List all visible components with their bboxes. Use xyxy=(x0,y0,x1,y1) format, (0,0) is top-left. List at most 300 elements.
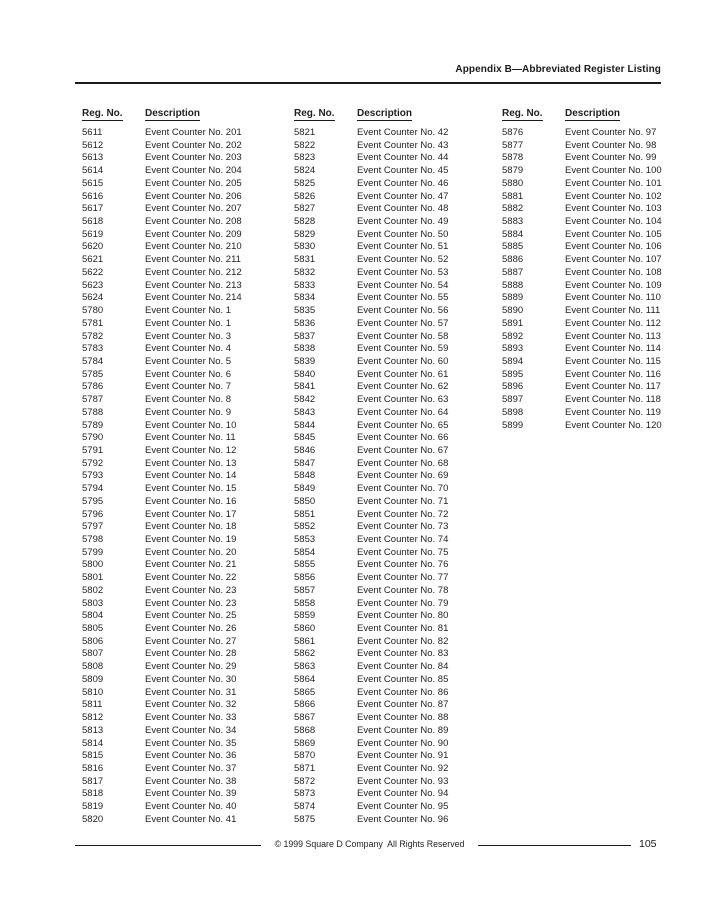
reg-no-cell: 5787 xyxy=(82,394,104,406)
table-row xyxy=(294,725,448,738)
table-row xyxy=(82,699,242,712)
reg-no-cell: 5899 xyxy=(502,419,524,431)
copyright-text: © 1999 Square D Company All Rights Reserved xyxy=(274,839,465,849)
description-cell: Event Counter No. 48 xyxy=(357,203,449,215)
description-cell: Event Counter No. 70 xyxy=(357,483,449,495)
reg-no-cell: 5805 xyxy=(82,623,104,635)
table-row xyxy=(294,140,448,153)
description-cell: Event Counter No. 20 xyxy=(145,546,237,558)
reg-no-cell: 5616 xyxy=(82,190,104,202)
description-cell: Event Counter No. 61 xyxy=(357,368,449,380)
reg-no-cell: 5621 xyxy=(82,254,104,266)
reg-no-cell: 5890 xyxy=(502,305,524,317)
table-row xyxy=(502,165,662,178)
table-row xyxy=(502,152,662,165)
reg-no-cell: 5828 xyxy=(294,216,316,228)
reg-no-cell: 5895 xyxy=(502,368,524,380)
reg-no-cell: 5864 xyxy=(294,673,316,685)
table-row xyxy=(82,661,242,674)
reg-no-cell: 5814 xyxy=(82,737,104,749)
description-cell: Event Counter No. 1 xyxy=(145,305,232,317)
table-row xyxy=(294,750,448,763)
description-cell: Event Counter No. 57 xyxy=(357,317,449,329)
description-cell: Event Counter No. 102 xyxy=(565,190,662,202)
description-column-header: Description xyxy=(565,108,621,119)
description-cell: Event Counter No. 62 xyxy=(357,381,449,393)
table-row xyxy=(502,305,662,318)
reg-no-cell: 5840 xyxy=(294,368,316,380)
description-cell: Event Counter No. 80 xyxy=(357,610,449,622)
reg-no-cell: 5827 xyxy=(294,203,316,215)
table-row xyxy=(82,636,242,649)
column-header-row xyxy=(502,108,701,127)
reg-no-cell: 5810 xyxy=(82,686,104,698)
description-cell: Event Counter No. 64 xyxy=(357,406,449,418)
reg-no-cell: 5803 xyxy=(82,597,104,609)
description-cell: Event Counter No. 78 xyxy=(357,584,449,596)
description-cell: Event Counter No. 33 xyxy=(145,712,237,724)
description-cell: Event Counter No. 112 xyxy=(565,317,661,329)
table-row xyxy=(502,420,662,433)
footer-rule-right xyxy=(478,845,631,846)
table-row xyxy=(294,483,448,496)
reg-no-cell: 5815 xyxy=(82,750,104,762)
reg-no-cell: 5839 xyxy=(294,355,316,367)
reg-no-cell: 5851 xyxy=(294,508,316,520)
table-row xyxy=(294,547,448,560)
description-cell: Event Counter No. 96 xyxy=(357,813,449,825)
table-row xyxy=(294,712,448,725)
table-row xyxy=(502,331,662,344)
description-cell: Event Counter No. 38 xyxy=(145,775,237,787)
table-row xyxy=(82,407,242,420)
table-row xyxy=(294,191,448,204)
table-row xyxy=(82,788,242,801)
reg-no-cell: 5624 xyxy=(82,292,104,304)
description-cell: Event Counter No. 91 xyxy=(357,750,449,762)
description-cell: Event Counter No. 40 xyxy=(145,801,237,813)
table-row xyxy=(294,356,448,369)
table-row xyxy=(294,788,448,801)
reg-no-cell: 5869 xyxy=(294,737,316,749)
register-rows xyxy=(82,127,242,827)
reg-no-cell: 5897 xyxy=(502,394,524,406)
description-cell: Event Counter No. 111 xyxy=(565,305,661,317)
description-cell: Event Counter No. 120 xyxy=(565,419,662,431)
table-row xyxy=(294,763,448,776)
description-cell: Event Counter No. 21 xyxy=(145,559,237,571)
reg-no-cell: 5781 xyxy=(82,317,104,329)
reg-no-cell: 5786 xyxy=(82,381,104,393)
description-cell: Event Counter No. 208 xyxy=(145,216,242,228)
reg-no-cell: 5880 xyxy=(502,177,524,189)
description-cell: Event Counter No. 79 xyxy=(357,597,449,609)
reg-no-cell: 5882 xyxy=(502,203,524,215)
table-row xyxy=(82,356,242,369)
description-cell: Event Counter No. 13 xyxy=(145,457,237,469)
description-cell: Event Counter No. 213 xyxy=(145,279,242,291)
reg-no-cell: 5859 xyxy=(294,610,316,622)
description-cell: Event Counter No. 107 xyxy=(565,254,662,266)
table-row xyxy=(294,687,448,700)
description-cell: Event Counter No. 92 xyxy=(357,762,449,774)
reg-no-cell: 5794 xyxy=(82,483,104,495)
table-row xyxy=(82,445,242,458)
column-header-row xyxy=(82,108,288,127)
table-row xyxy=(294,331,448,344)
reg-no-cell: 5618 xyxy=(82,216,104,228)
reg-no-cell: 5861 xyxy=(294,635,316,647)
description-cell: Event Counter No. 58 xyxy=(357,330,449,342)
table-row xyxy=(294,636,448,649)
description-cell: Event Counter No. 93 xyxy=(357,775,449,787)
table-row xyxy=(294,559,448,572)
reg-no-cell: 5808 xyxy=(82,661,104,673)
table-row xyxy=(82,725,242,738)
table-row xyxy=(294,305,448,318)
reg-no-cell: 5838 xyxy=(294,343,316,355)
reg-no-cell: 5891 xyxy=(502,317,524,329)
reg-no-cell: 5620 xyxy=(82,241,104,253)
table-row xyxy=(82,509,242,522)
reg-no-cell: 5881 xyxy=(502,190,524,202)
reg-no-cell: 5780 xyxy=(82,305,104,317)
table-row xyxy=(82,305,242,318)
reg-no-cell: 5611 xyxy=(82,127,103,138)
table-row xyxy=(294,280,448,293)
reg-no-cell: 5790 xyxy=(82,432,104,444)
table-row xyxy=(82,470,242,483)
reg-no-cell: 5893 xyxy=(502,343,524,355)
description-cell: Event Counter No. 29 xyxy=(145,661,237,673)
table-row xyxy=(82,280,242,293)
description-cell: Event Counter No. 101 xyxy=(565,177,662,189)
reg-no-cell: 5832 xyxy=(294,266,316,278)
table-row xyxy=(502,356,662,369)
reg-no-cell: 5898 xyxy=(502,406,524,418)
reg-no-cell: 5849 xyxy=(294,483,316,495)
reg-no-cell: 5785 xyxy=(82,368,104,380)
table-row xyxy=(82,521,242,534)
table-row xyxy=(502,229,662,242)
column-header-row xyxy=(294,108,500,127)
reg-no-cell: 5801 xyxy=(82,572,104,584)
table-row xyxy=(82,559,242,572)
description-cell: Event Counter No. 71 xyxy=(357,495,449,507)
reg-no-cell: 5806 xyxy=(82,635,104,647)
description-cell: Event Counter No. 14 xyxy=(145,470,237,482)
description-cell: Event Counter No. 22 xyxy=(145,572,237,584)
table-row xyxy=(294,801,448,814)
table-row xyxy=(82,483,242,496)
description-cell: Event Counter No. 100 xyxy=(565,165,662,177)
description-cell: Event Counter No. 41 xyxy=(145,813,237,825)
reg-no-cell: 5821 xyxy=(294,127,316,138)
description-cell: Event Counter No. 39 xyxy=(145,788,237,800)
reg-no-cell: 5855 xyxy=(294,559,316,571)
table-row xyxy=(82,814,242,827)
reg-no-cell: 5623 xyxy=(82,279,104,291)
reg-no-cell: 5860 xyxy=(294,623,316,635)
table-row xyxy=(82,623,242,636)
description-cell: Event Counter No. 99 xyxy=(565,152,657,164)
reg-no-cell: 5791 xyxy=(82,444,104,456)
reg-no-cell: 5888 xyxy=(502,279,524,291)
table-row xyxy=(294,445,448,458)
table-row xyxy=(82,203,242,216)
description-cell: Event Counter No. 53 xyxy=(357,266,449,278)
reg-no-cell: 5865 xyxy=(294,686,316,698)
description-cell: Event Counter No. 211 xyxy=(145,254,241,266)
register-column-1 xyxy=(82,108,288,825)
reg-no-cell: 5617 xyxy=(82,203,104,215)
reg-no-cell: 5875 xyxy=(294,813,316,825)
table-row xyxy=(82,572,242,585)
reg-no-cell: 5826 xyxy=(294,190,316,202)
description-cell: Event Counter No. 76 xyxy=(357,559,449,571)
reg-no-cell: 5614 xyxy=(82,165,104,177)
table-row xyxy=(294,343,448,356)
description-cell: Event Counter No. 116 xyxy=(565,368,661,380)
description-cell: Event Counter No. 10 xyxy=(145,419,237,431)
table-row xyxy=(294,318,448,331)
reg-no-cell: 5813 xyxy=(82,724,104,736)
description-cell: Event Counter No. 74 xyxy=(357,534,449,545)
register-rows xyxy=(502,127,662,432)
reg-no-cell: 5792 xyxy=(82,457,104,469)
table-row xyxy=(294,369,448,382)
reg-no-cell: 5870 xyxy=(294,750,316,762)
description-cell: Event Counter No. 1 xyxy=(145,317,232,329)
description-cell: Event Counter No. 89 xyxy=(357,724,449,736)
table-row xyxy=(294,178,448,191)
description-cell: Event Counter No. 95 xyxy=(357,801,449,813)
description-cell: Event Counter No. 23 xyxy=(145,597,237,609)
description-cell: Event Counter No. 11 xyxy=(145,432,236,444)
table-row xyxy=(82,776,242,789)
reg-no-cell: 5818 xyxy=(82,788,104,800)
reg-no-cell: 5796 xyxy=(82,508,104,520)
table-row xyxy=(82,648,242,661)
description-cell: Event Counter No. 69 xyxy=(357,470,449,482)
table-row xyxy=(294,610,448,623)
table-row xyxy=(502,191,662,204)
reg-no-cell: 5824 xyxy=(294,165,316,177)
reg-no-cell: 5809 xyxy=(82,673,104,685)
description-cell: Event Counter No. 23 xyxy=(145,584,237,596)
description-cell: Event Counter No. 75 xyxy=(357,546,449,558)
description-cell: Event Counter No. 118 xyxy=(565,394,661,406)
description-cell: Event Counter No. 206 xyxy=(145,190,242,202)
table-row xyxy=(82,750,242,763)
table-row xyxy=(82,534,242,547)
table-row xyxy=(294,738,448,751)
reg-no-cell: 5843 xyxy=(294,406,316,418)
reg-no-cell: 5889 xyxy=(502,292,524,304)
reg-no-cell: 5612 xyxy=(82,139,104,151)
description-cell: Event Counter No. 212 xyxy=(145,266,242,278)
description-cell: Event Counter No. 6 xyxy=(145,368,232,380)
reg-no-cell: 5797 xyxy=(82,521,104,533)
description-cell: Event Counter No. 97 xyxy=(565,127,657,138)
description-cell: Event Counter No. 15 xyxy=(145,483,237,495)
reg-no-cell: 5804 xyxy=(82,610,104,622)
reg-no-cell: 5858 xyxy=(294,597,316,609)
table-row xyxy=(82,381,242,394)
reg-no-cell: 5823 xyxy=(294,152,316,164)
description-cell: Event Counter No. 83 xyxy=(357,648,449,660)
reg-no-cell: 5837 xyxy=(294,330,316,342)
table-row xyxy=(294,432,448,445)
description-cell: Event Counter No. 46 xyxy=(357,177,449,189)
description-cell: Event Counter No. 7 xyxy=(145,381,232,393)
description-cell: Event Counter No. 214 xyxy=(145,292,242,304)
table-row xyxy=(82,127,242,140)
table-row xyxy=(294,661,448,674)
description-cell: Event Counter No. 25 xyxy=(145,610,237,622)
reg-no-cell: 5896 xyxy=(502,381,524,393)
description-cell: Event Counter No. 37 xyxy=(145,762,237,774)
reg-no-cell: 5836 xyxy=(294,317,316,329)
description-cell: Event Counter No. 72 xyxy=(357,508,449,520)
reg-no-cell: 5789 xyxy=(82,419,104,431)
reg-no-cell: 5783 xyxy=(82,343,104,355)
description-cell: Event Counter No. 27 xyxy=(145,635,237,647)
reg-no-cell: 5784 xyxy=(82,355,104,367)
reg-no-cell: 5871 xyxy=(294,762,316,774)
description-cell: Event Counter No. 56 xyxy=(357,305,449,317)
description-cell: Event Counter No. 12 xyxy=(145,444,237,456)
table-row xyxy=(294,420,448,433)
reg-no-cell: 5798 xyxy=(82,534,104,545)
description-cell: Event Counter No. 66 xyxy=(357,432,449,444)
reg-no-cell: 5800 xyxy=(82,559,104,571)
reg-no-cell: 5857 xyxy=(294,584,316,596)
description-cell: Event Counter No. 210 xyxy=(145,241,242,253)
description-cell: Event Counter No. 8 xyxy=(145,394,232,406)
reg-no-cell: 5884 xyxy=(502,228,524,240)
table-row xyxy=(294,776,448,789)
table-row xyxy=(294,458,448,471)
reg-no-cell: 5886 xyxy=(502,254,524,266)
table-row xyxy=(294,509,448,522)
table-row xyxy=(294,216,448,229)
table-row xyxy=(502,203,662,216)
table-row xyxy=(502,369,662,382)
table-row xyxy=(82,547,242,560)
description-cell: Event Counter No. 67 xyxy=(357,444,449,456)
description-cell: Event Counter No. 34 xyxy=(145,724,237,736)
reg-no-cell: 5825 xyxy=(294,177,316,189)
reg-no-cell: 5622 xyxy=(82,266,104,278)
table-row xyxy=(82,801,242,814)
table-row xyxy=(502,407,662,420)
reg-no-cell: 5874 xyxy=(294,801,316,813)
table-row xyxy=(502,343,662,356)
register-rows xyxy=(294,127,448,827)
table-row xyxy=(502,254,662,267)
table-row xyxy=(82,420,242,433)
table-row xyxy=(502,178,662,191)
table-row xyxy=(294,598,448,611)
table-row xyxy=(82,331,242,344)
table-row xyxy=(82,343,242,356)
description-cell: Event Counter No. 28 xyxy=(145,648,237,660)
reg-no-cell: 5853 xyxy=(294,534,316,545)
table-row xyxy=(82,674,242,687)
table-row xyxy=(502,241,662,254)
reg-no-cell: 5841 xyxy=(294,381,316,393)
description-cell: Event Counter No. 106 xyxy=(565,241,662,253)
reg-no-cell: 5819 xyxy=(82,801,104,813)
table-row xyxy=(294,203,448,216)
table-row xyxy=(82,178,242,191)
reg-no-cell: 5831 xyxy=(294,254,316,266)
table-row xyxy=(502,280,662,293)
reg-no-cell: 5833 xyxy=(294,279,316,291)
description-cell: Event Counter No. 86 xyxy=(357,686,449,698)
table-row xyxy=(294,152,448,165)
description-cell: Event Counter No. 4 xyxy=(145,343,232,355)
header-rule xyxy=(75,82,661,84)
reg-no-cell: 5619 xyxy=(82,228,104,240)
description-cell: Event Counter No. 54 xyxy=(357,279,449,291)
reg-no-cell: 5873 xyxy=(294,788,316,800)
description-cell: Event Counter No. 17 xyxy=(145,508,237,520)
table-row xyxy=(294,699,448,712)
table-row xyxy=(502,140,662,153)
description-cell: Event Counter No. 103 xyxy=(565,203,662,215)
table-row xyxy=(82,458,242,471)
table-row xyxy=(294,572,448,585)
reg-no-cell: 5822 xyxy=(294,139,316,151)
page-number: 105 xyxy=(639,838,657,850)
table-row xyxy=(502,216,662,229)
page-title: Appendix B—Abbreviated Register Listing xyxy=(455,64,661,75)
reg-no-cell: 5848 xyxy=(294,470,316,482)
reg-no-cell: 5850 xyxy=(294,495,316,507)
table-row xyxy=(82,152,242,165)
description-cell: Event Counter No. 35 xyxy=(145,737,237,749)
register-column-2 xyxy=(294,108,500,825)
description-cell: Event Counter No. 73 xyxy=(357,521,449,533)
description-cell: Event Counter No. 26 xyxy=(145,623,237,635)
reg-no-cell: 5793 xyxy=(82,470,104,482)
reg-no-cell: 5852 xyxy=(294,521,316,533)
table-row xyxy=(294,394,448,407)
description-column-header: Description xyxy=(357,108,413,119)
table-row xyxy=(294,267,448,280)
reg-no-cell: 5877 xyxy=(502,139,524,151)
table-row xyxy=(82,140,242,153)
description-cell: Event Counter No. 113 xyxy=(565,330,661,342)
reg-no-cell: 5816 xyxy=(82,762,104,774)
reg-no-cell: 5883 xyxy=(502,216,524,228)
table-row xyxy=(294,470,448,483)
description-cell: Event Counter No. 117 xyxy=(565,381,661,393)
description-cell: Event Counter No. 44 xyxy=(357,152,449,164)
table-row xyxy=(294,381,448,394)
description-cell: Event Counter No. 109 xyxy=(565,279,662,291)
description-cell: Event Counter No. 52 xyxy=(357,254,449,266)
reg-no-cell: 5892 xyxy=(502,330,524,342)
table-row xyxy=(294,496,448,509)
reg-no-cell: 5829 xyxy=(294,228,316,240)
description-cell: Event Counter No. 84 xyxy=(357,661,449,673)
table-row xyxy=(82,292,242,305)
description-cell: Event Counter No. 98 xyxy=(565,139,657,151)
reg-no-column-header: Reg. No. xyxy=(294,108,335,119)
